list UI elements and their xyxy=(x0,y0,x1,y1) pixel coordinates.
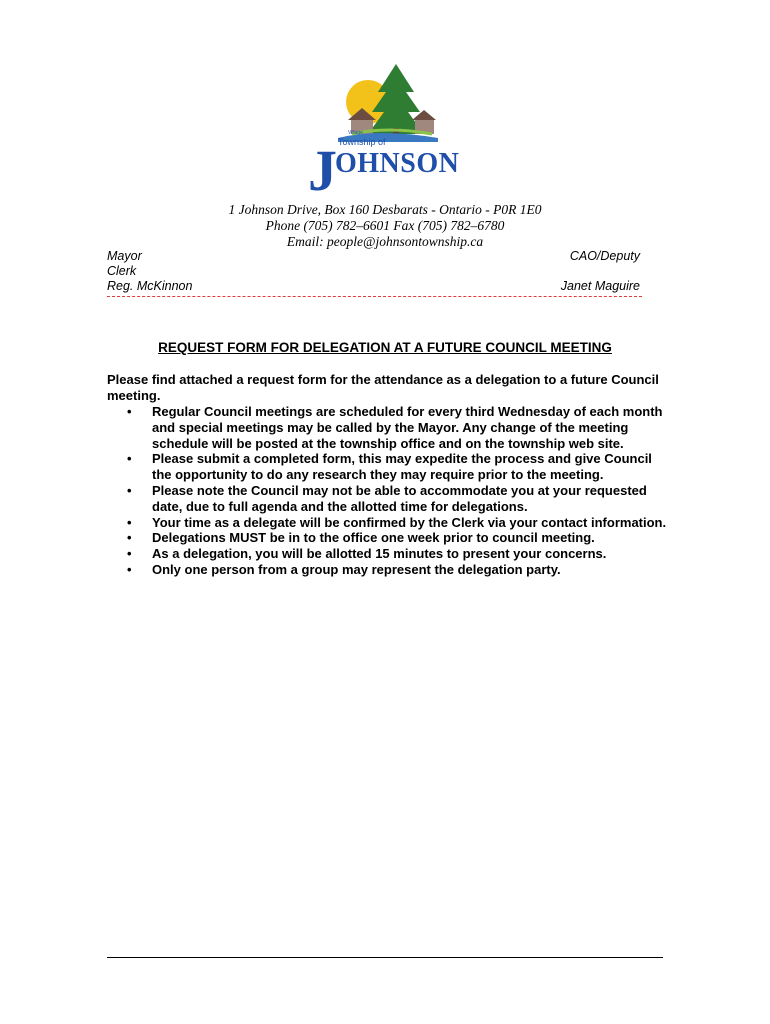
bullet-icon: • xyxy=(127,530,132,546)
list-item-text: As a delegation, you will be allotted 15 minutes to present your concerns. xyxy=(152,546,607,562)
tree-landscape-icon xyxy=(308,62,464,142)
mayor-title: Mayor xyxy=(107,249,142,263)
spacer xyxy=(561,264,640,279)
bullet-icon: • xyxy=(127,482,132,498)
logo-township-of: Township of xyxy=(338,137,386,147)
list-item xyxy=(107,451,667,483)
list-item xyxy=(107,546,667,562)
list-item-text: Regular Council meetings are scheduled for every third Wednesday of each month and special meetings may be called by the Mayor. Any change of the meeting schedule will be posted at the township office and on the township web site. xyxy=(152,404,663,451)
mayor-name: Reg. McKinnon xyxy=(107,279,193,293)
cao-name: Janet Maguire xyxy=(560,279,640,293)
bullet-icon: • xyxy=(127,514,132,530)
logo-village-text: Village xyxy=(348,130,363,136)
list-item-text: Only one person from a group may represent the delegation party. xyxy=(152,561,561,577)
phone-fax-line: Phone (705) 782–6601 Fax (705) 782–6780 xyxy=(265,218,505,233)
logo-name-initial: J xyxy=(308,138,337,203)
form-title: REQUEST FORM FOR DELEGATION AT A FUTURE COUNCIL MEETING xyxy=(158,340,612,355)
list-item-text: Your time as a delegate will be confirmed by the Clerk via your contact information. xyxy=(152,514,667,530)
email-line: Email: people@johnsontownship.ca xyxy=(286,234,484,249)
list-item xyxy=(107,562,667,578)
list-item xyxy=(107,483,667,515)
bullet-icon: • xyxy=(127,404,132,419)
bullet-icon: • xyxy=(127,546,132,562)
address-line: 1 Johnson Drive, Box 160 Desbarats - Ontario - P0R 1E0 xyxy=(228,202,542,217)
township-logo xyxy=(308,62,464,203)
clerk-title: Clerk xyxy=(107,264,137,278)
footer-rule xyxy=(107,957,663,958)
list-item xyxy=(107,530,667,546)
list-item xyxy=(107,404,667,451)
officials-right xyxy=(561,249,640,294)
list-item xyxy=(107,515,667,531)
form-intro: Please find attached a request form for the attendance as a delegation to a future Council meeting. xyxy=(107,372,659,403)
instructions-list xyxy=(107,404,667,578)
header-divider xyxy=(107,296,642,297)
officials-left xyxy=(107,249,192,294)
logo-township-name xyxy=(308,138,461,203)
address-block xyxy=(0,202,770,250)
list-item-text: Please submit a completed form, this may expedite the process and give Council the opportunity to do any research they may require prior to the meeting. xyxy=(152,451,652,483)
list-item-text: Delegations MUST be in to the office one week prior to council meeting. xyxy=(152,530,595,546)
bullet-icon: • xyxy=(127,451,132,467)
logo-name-rest: OHNSON xyxy=(335,148,460,179)
cao-title: CAO/Deputy xyxy=(569,249,640,263)
list-item-text: Please note the Council may not be able to accommodate you at your requested date, due to full agenda and the allotted time for delegations. xyxy=(152,482,647,514)
bullet-icon: • xyxy=(127,561,132,577)
